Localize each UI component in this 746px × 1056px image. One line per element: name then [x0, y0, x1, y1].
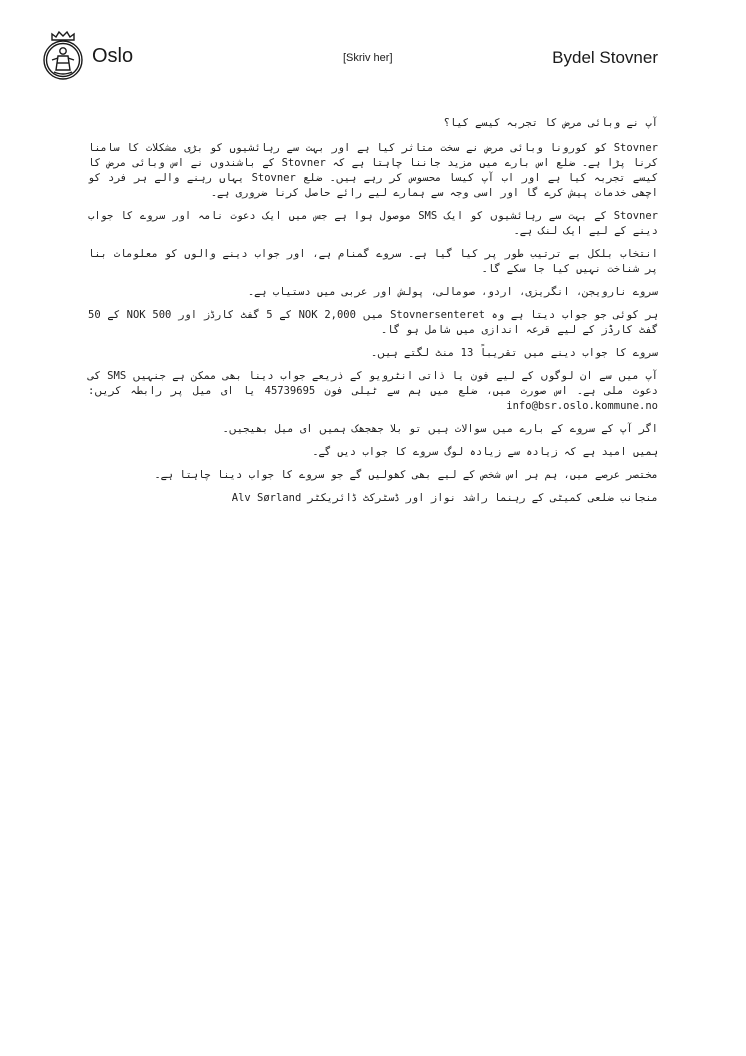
- paragraph-prizes: ہر کوئی جو جواب دیتا ہے وہ Stovnersenteret میں NOK 2,000 کے 5 گفٹ کارڈز اور NOK 500 کے 50 گفٹ کارڈز کے لیے قرعہ اندازی میں شامل ہو گا۔: [88, 309, 658, 336]
- letter-title: آپ نے وبائی مرض کا تجربہ کیسے کیا؟: [443, 117, 658, 129]
- paragraph-duration: سروے کا جواب دینے میں تقریباً 13 منٹ لگتے ہیں۔: [371, 347, 658, 359]
- paragraph-hope: ہمیں امید ہے کہ زیادہ سے زیادہ لوگ سروے کا جواب دیں گے۔: [312, 446, 658, 458]
- city-name: Oslo: [92, 45, 134, 67]
- contact-text: آپ میں سے ان لوگوں کے لیے فون یا ذاتی انٹرویو کے ذریعے جواب دینا بھی ممکن ہے جنہیں SMS کی دعوت ملی ہے۔ اس صورت میں، ضلع میں ہم سے ٹیلی فون 45739695 یا ای میل پر رابطہ کریں:: [88, 370, 658, 397]
- paragraph-intro: Stovner کو کورونا وبائی مرض نے سخت متاثر کیا ہے اور بہت سے رہائشیوں کو بڑی مشکلات کا سامنا کرنا پڑا ہے۔ ضلع اس بارے میں مزید جاننا چاہتا ہے کہ Stovner کے باشندوں نے اس وبائی مرض کا کیسے تجربہ کیا ہے اور اب آپ کیسا محسوس کر رہے ہیں۔ ضلع Stovner یہاں رہنے والے ہر فرد کو اچھی خدمات پیش کرے گا اور اسی وجہ سے ہمارے لیے رائے حاصل کرنا ضروری ہے۔: [88, 142, 659, 199]
- paragraph-questions: اگر آپ کے سروے کے بارے میں سوالات ہیں تو بلا جھجھک ہمیں ای میل بھیجیں۔: [222, 423, 658, 435]
- letter-body: [88, 116, 658, 514]
- district-name: Bydel Stovner: [552, 48, 658, 67]
- header-placeholder: [Skriv her]: [343, 52, 393, 64]
- paragraph-contact: [88, 369, 658, 414]
- contact-email-link[interactable]: info@bsr.oslo.kommune.no: [506, 400, 658, 412]
- paragraph-selection: انتخاب بلکل بے ترتیب طور پر کیا گیا ہے۔ سروے گمنام ہے، اور جواب دینے والوں کو معلومات بنا پر شناخت نہیں کیا جا سکے گا۔: [88, 248, 658, 275]
- page-header: [0, 0, 746, 90]
- paragraph-open: مختصر عرصے میں، ہم ہر اس شخص کے لیے بھی کھولیں گے جو سروے کا جواب دینا چاہتا ہے۔: [154, 469, 658, 481]
- paragraph-sms: Stovner کے بہت سے رہائشیوں کو ایک SMS موصول ہوا ہے جس میں ایک دعوت نامہ اور سروے کا جواب دینے کے لیے ایک لنک ہے۔: [88, 210, 658, 237]
- oslo-coat-of-arms-icon: [40, 30, 86, 82]
- paragraph-languages: سروے نارویجن، انگریزی، اردو، صومالی، پولش اور عربی میں دستیاب ہے۔: [247, 286, 658, 298]
- paragraph-signature: منجانب ضلعی کمیٹی کے رہنما راشد نواز اور ڈسٹرکٹ ڈائریکٹر Alv Sørland: [231, 492, 658, 504]
